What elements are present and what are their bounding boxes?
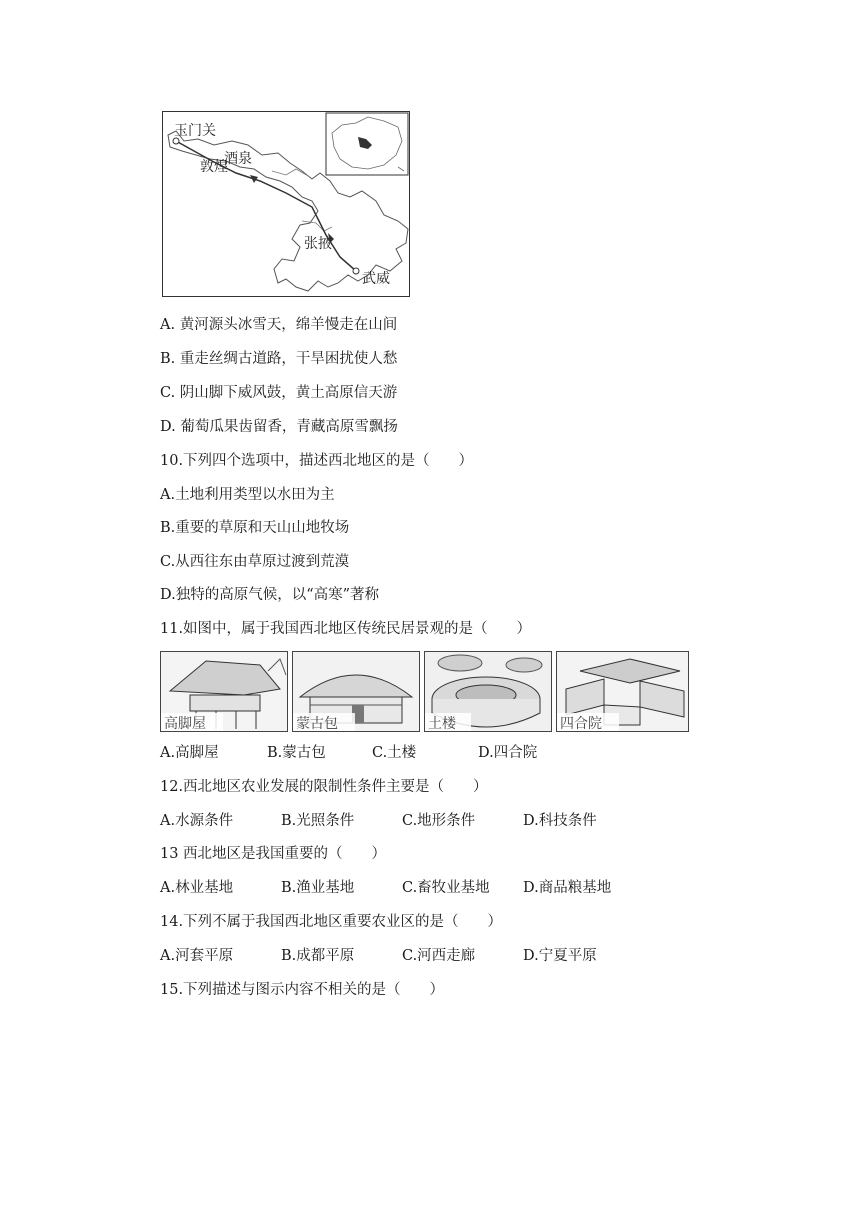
q11-option-a: A.高脚屋 [160,745,219,761]
label-jiuquan: 酒泉 [224,151,252,167]
q14-stem: 14.下列不属于我国西北地区重要农业区的是（ ） [160,914,503,930]
q10-option-d: D.独特的高原气候，以“高寒”著称 [160,587,380,603]
q10-option-b: B.重要的草原和天山山地牧场 [160,520,350,536]
q14-option-c: C.河西走廊 [402,948,476,964]
q12-option-c: C.地形条件 [402,813,476,829]
q13-option-b: B.渔业基地 [281,880,355,896]
q9-option-c: C. 阴山脚下威风鼓，黄土高原信天游 [160,385,398,401]
q14-option-d: D.宁夏平原 [523,948,597,964]
photo-siheyuan [557,652,689,733]
wuwei-point [353,268,359,274]
photo-label-tulou: 土楼 [428,716,456,732]
q11-option-c: C.土楼 [372,745,417,761]
q13-option-d: D.商品粮基地 [523,880,612,896]
q9-option-d: D. 葡萄瓜果齿留香，青藏高原雪飘扬 [160,419,398,435]
q12-stem: 12.西北地区农业发展的限制性条件主要是（ ） [160,779,488,795]
q9-option-b: B. 重走丝绸古道路，干旱困扰使人愁 [160,351,398,367]
label-wuwei: 武威 [362,271,390,287]
photo-tulou [425,652,552,733]
q14-option-b: B.成都平原 [281,948,355,964]
hexi-corridor-map [162,111,410,297]
photo-stilt-house [161,652,288,733]
photo-yurt [293,652,420,733]
q15-stem: 15.下列描述与图示内容不相关的是（ ） [160,982,445,998]
q11-stem: 11.如图中，属于我国西北地区传统民居景观的是（ ） [160,621,532,637]
q10-stem: 10.下列四个选项中，描述西北地区的是（ ） [160,453,474,469]
q12-option-a: A.水源条件 [160,813,234,829]
q11-option-d: D.四合院 [478,745,538,761]
q11-option-b: B.蒙古包 [267,745,326,761]
label-dunhuang: 敦煌 [200,159,228,175]
q13-option-a: A.林业基地 [160,880,234,896]
q14-option-a: A.河套平原 [160,948,234,964]
photo-label-yurt: 蒙古包 [296,716,338,732]
q9-option-a: A. 黄河源头冰雪天，绵羊慢走在山间 [160,317,398,333]
dwelling-photos [160,651,690,732]
q13-option-c: C.畜牧业基地 [402,880,490,896]
photo-label-siheyuan: 四合院 [560,716,602,732]
label-zhangye: 张掖 [304,236,332,252]
q13-stem: 13 西北地区是我国重要的（ ） [160,846,387,862]
label-yumenguan: 玉门关 [174,123,216,139]
q12-option-d: D.科技条件 [523,813,597,829]
q10-option-c: C.从西往东由草原过渡到荒漠 [160,554,350,570]
q10-option-a: A.土地利用类型以水田为主 [160,487,335,503]
photo-label-stilt-house: 高脚屋 [164,716,206,732]
q12-option-b: B.光照条件 [281,813,355,829]
